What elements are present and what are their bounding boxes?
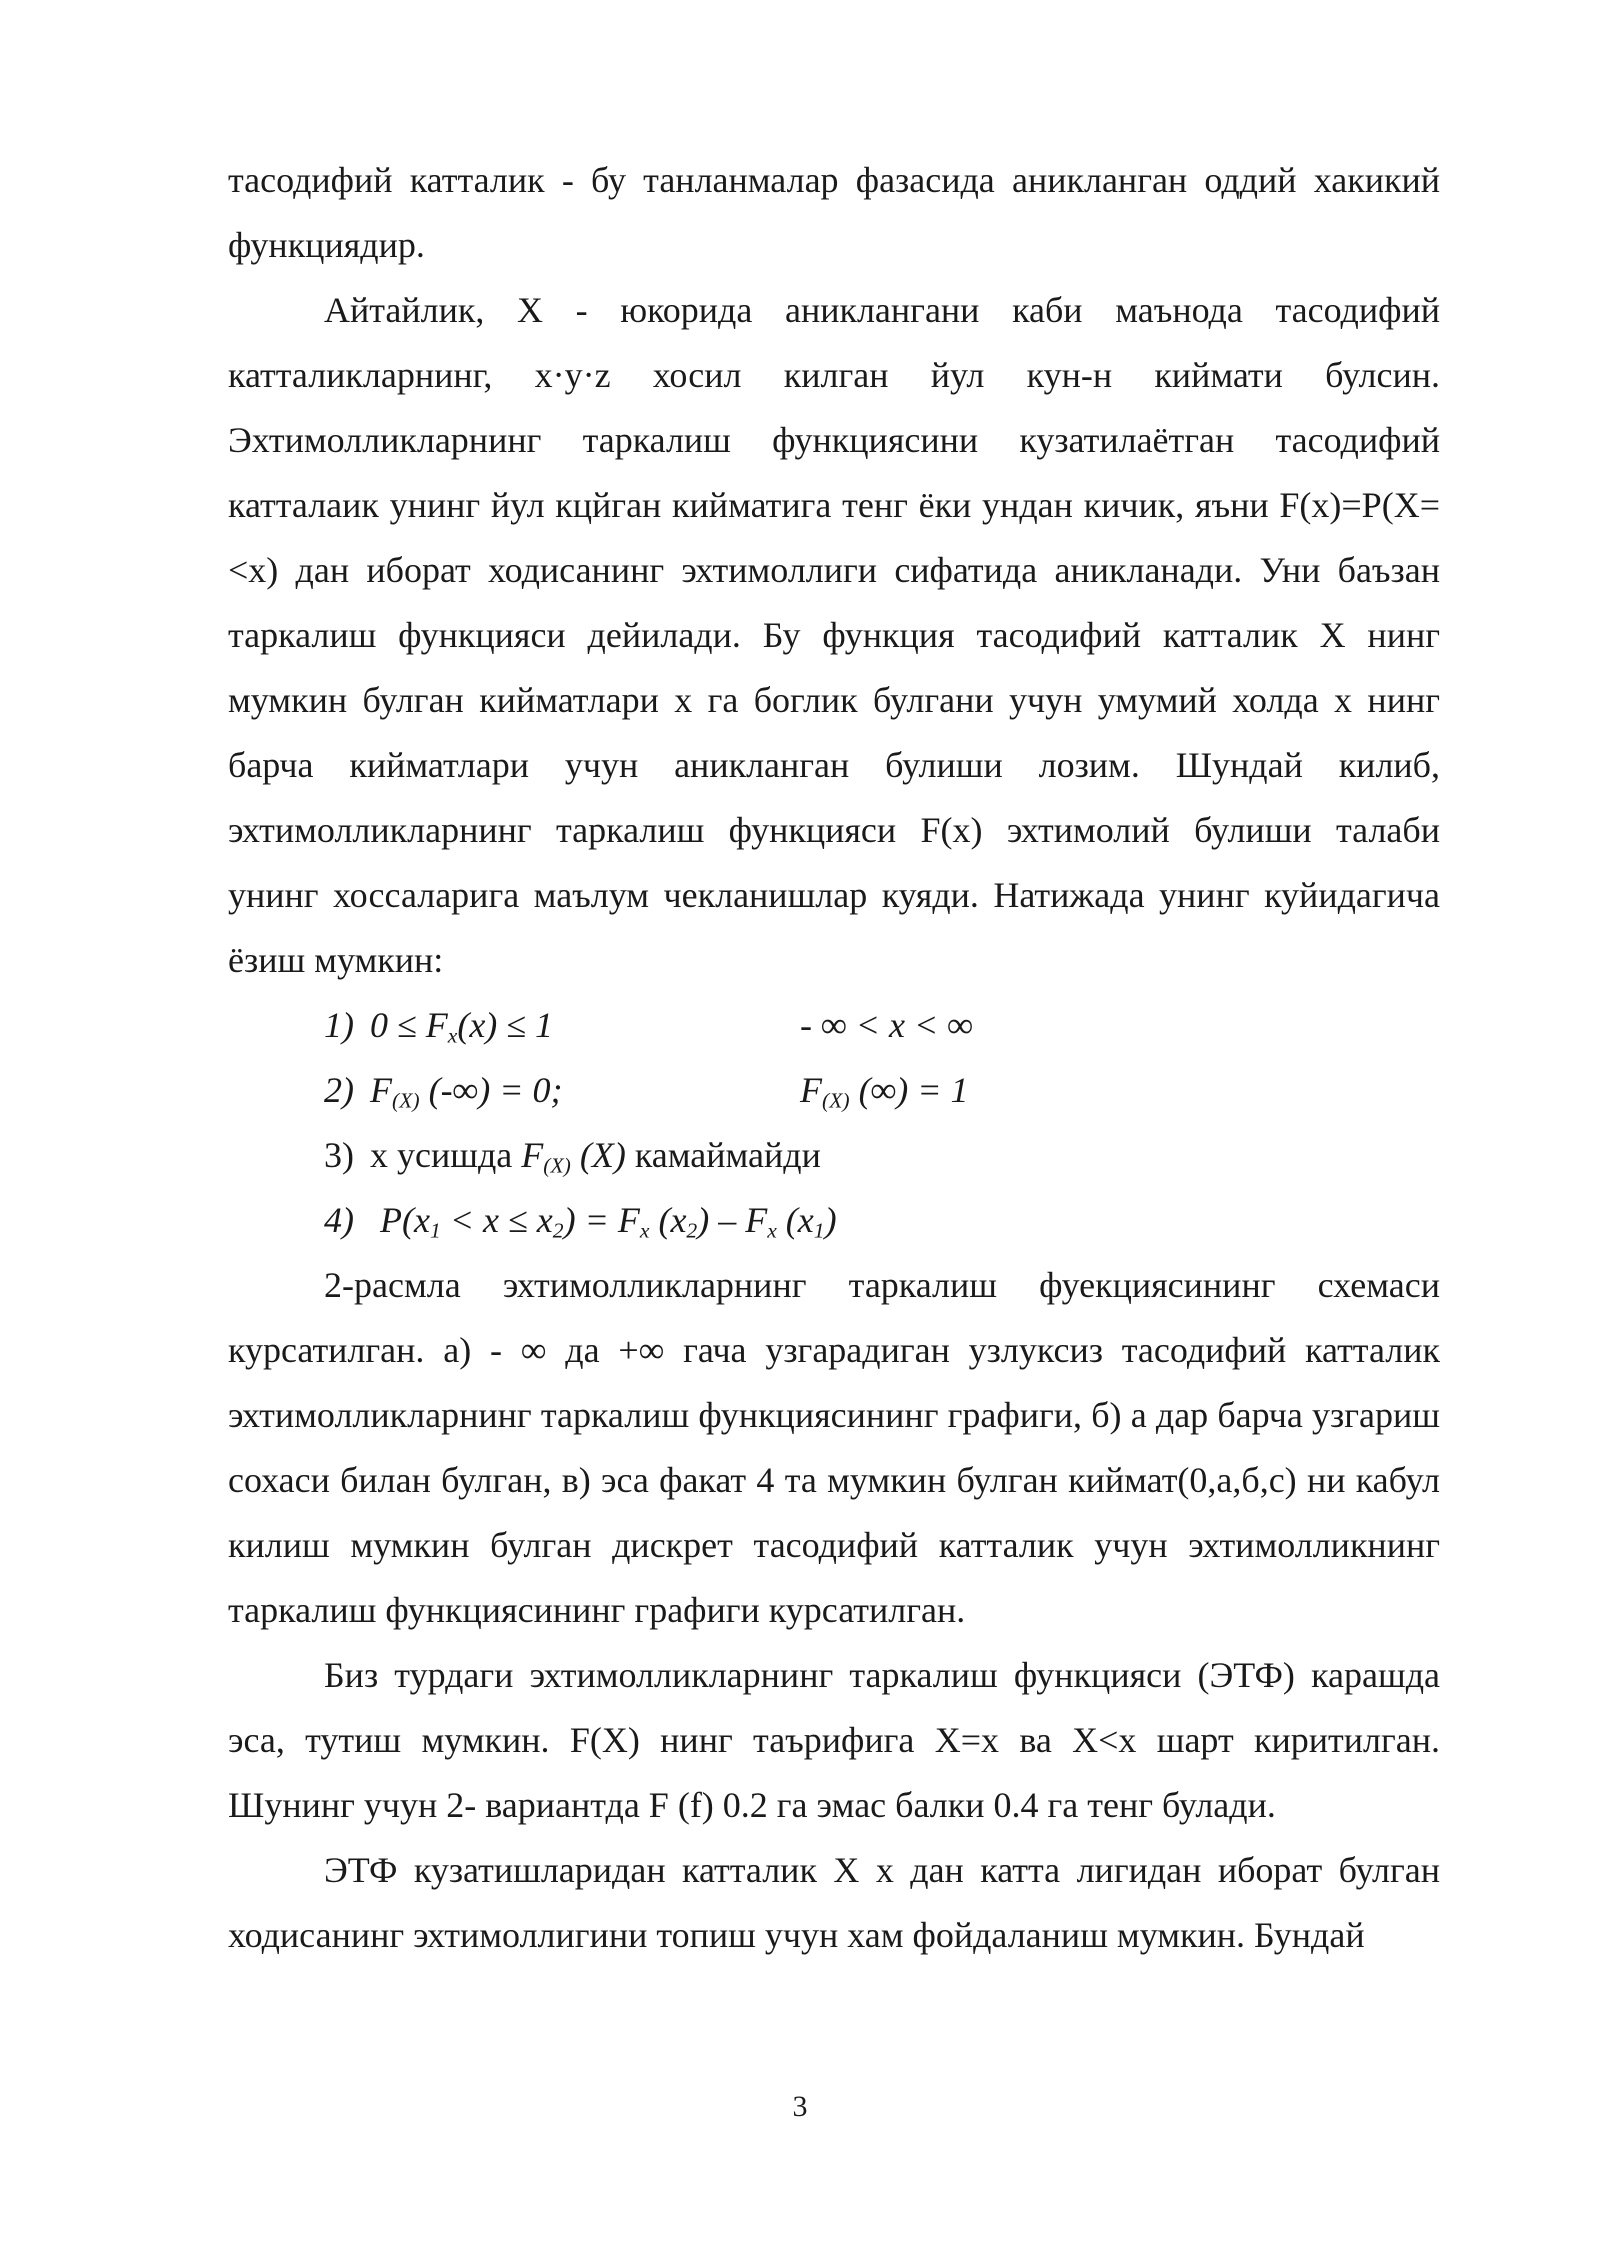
paragraph-3: 2-расмла эхтимолликларнинг таркалиш фуекциясининг схемаси курсатилган. а) - ∞ да +∞ гача узгарадиган узлуксиз тасодифий катталик эхтимолликларнинг таркалиш функциясининг графиги, б) а дар барча узгариш сохаси билан булган, в) эса факат 4 та мумкин булган киймат(0,а,б,с) ни кабул килиш мумкин булган дискрет тасодифий катталик учун эхтимолликнинг таркалиш функциясининг графиги курсатилган. [228,1265,1440,1630]
formula-2-lhs: $F_{(X)}$ (-∞) = 0; [370,1070,563,1113]
formula-1-number: 1) [324,1005,354,1045]
formula-2-number: 2) [324,1070,354,1110]
formula-3-text: x усишда $F_{(X)}$ (X) камаймайди [370,1135,821,1178]
paragraph-1: тасодифий катталик - бу танланмалар фазасида аникланган оддий хакикий функциядир. [228,160,1440,265]
paragraph-5: ЭТФ кузатишларидан катталик X x дан катта лигидан иборат булган ходисанинг эхтимоллигини топиш учун хам фойдаланиш мумкин. Бундай [228,1850,1440,1955]
paragraph-2: Айтайлик, X - юкорида аниклангани каби маънода тасодифий катталикларнинг, x·y·z хосил килган йул кун-н киймати булсин. Эхтимолликларнинг таркалиш функциясини кузатилаётган тасодифий катталаик унинг йул кцйган кийматига тенг ёки ундан кичик, яъни F(x)=P(X=<x) дан иборат ходисанинг эхтимоллиги сифатида аникланади. Уни баъзан таркалиш функцияси дейилади. Бу функция тасодифий катталик X нинг мумкин булган кийматлари x га боглик булгани учун умумий холда x нинг барча кийматлари учун аникланган булиши лозим. Шундай килиб, эхтимолликларнинг таркалиш функцияси F(x) эхтимолий булиши талаби унинг хоссаларига маълум чекланишлар куяди. Натижада унинг куйидагича ёзиш мумкин: [228,290,1440,980]
formula-3-number: 3) [324,1135,354,1175]
formula-3 [228,1123,1440,1188]
formula-4-number: 4) [324,1200,354,1240]
formula-4-expression: $P(x_1 < x \le x_2) = F_x$ $(x_2) - F_x$ $(x_1)$ [380,1200,837,1243]
formula-1 [228,993,1440,1058]
formula-2 [228,1058,1440,1123]
formula-2-rhs: $F_{(X)}$ (∞) = 1 [800,1070,969,1113]
formula-4 [228,1188,1440,1253]
page-number: 3 [792,2090,808,2123]
document-page [228,148,1440,1968]
formula-1-rhs: - ∞ < x < ∞ [800,1005,973,1045]
formula-1-lhs: $0 \le F_x(x) \le 1$ [370,1005,554,1048]
paragraph-4: Биз турдаги эхтимолликларнинг таркалиш функцияси (ЭТФ) карашда эса, тутиш мумкин. F(X) нинг таърифига X=x ва X<x шарт киритилган. Шунинг учун 2- вариантда F (f) 0.2 га эмас балки 0.4 га тенг булади. [228,1655,1440,1825]
